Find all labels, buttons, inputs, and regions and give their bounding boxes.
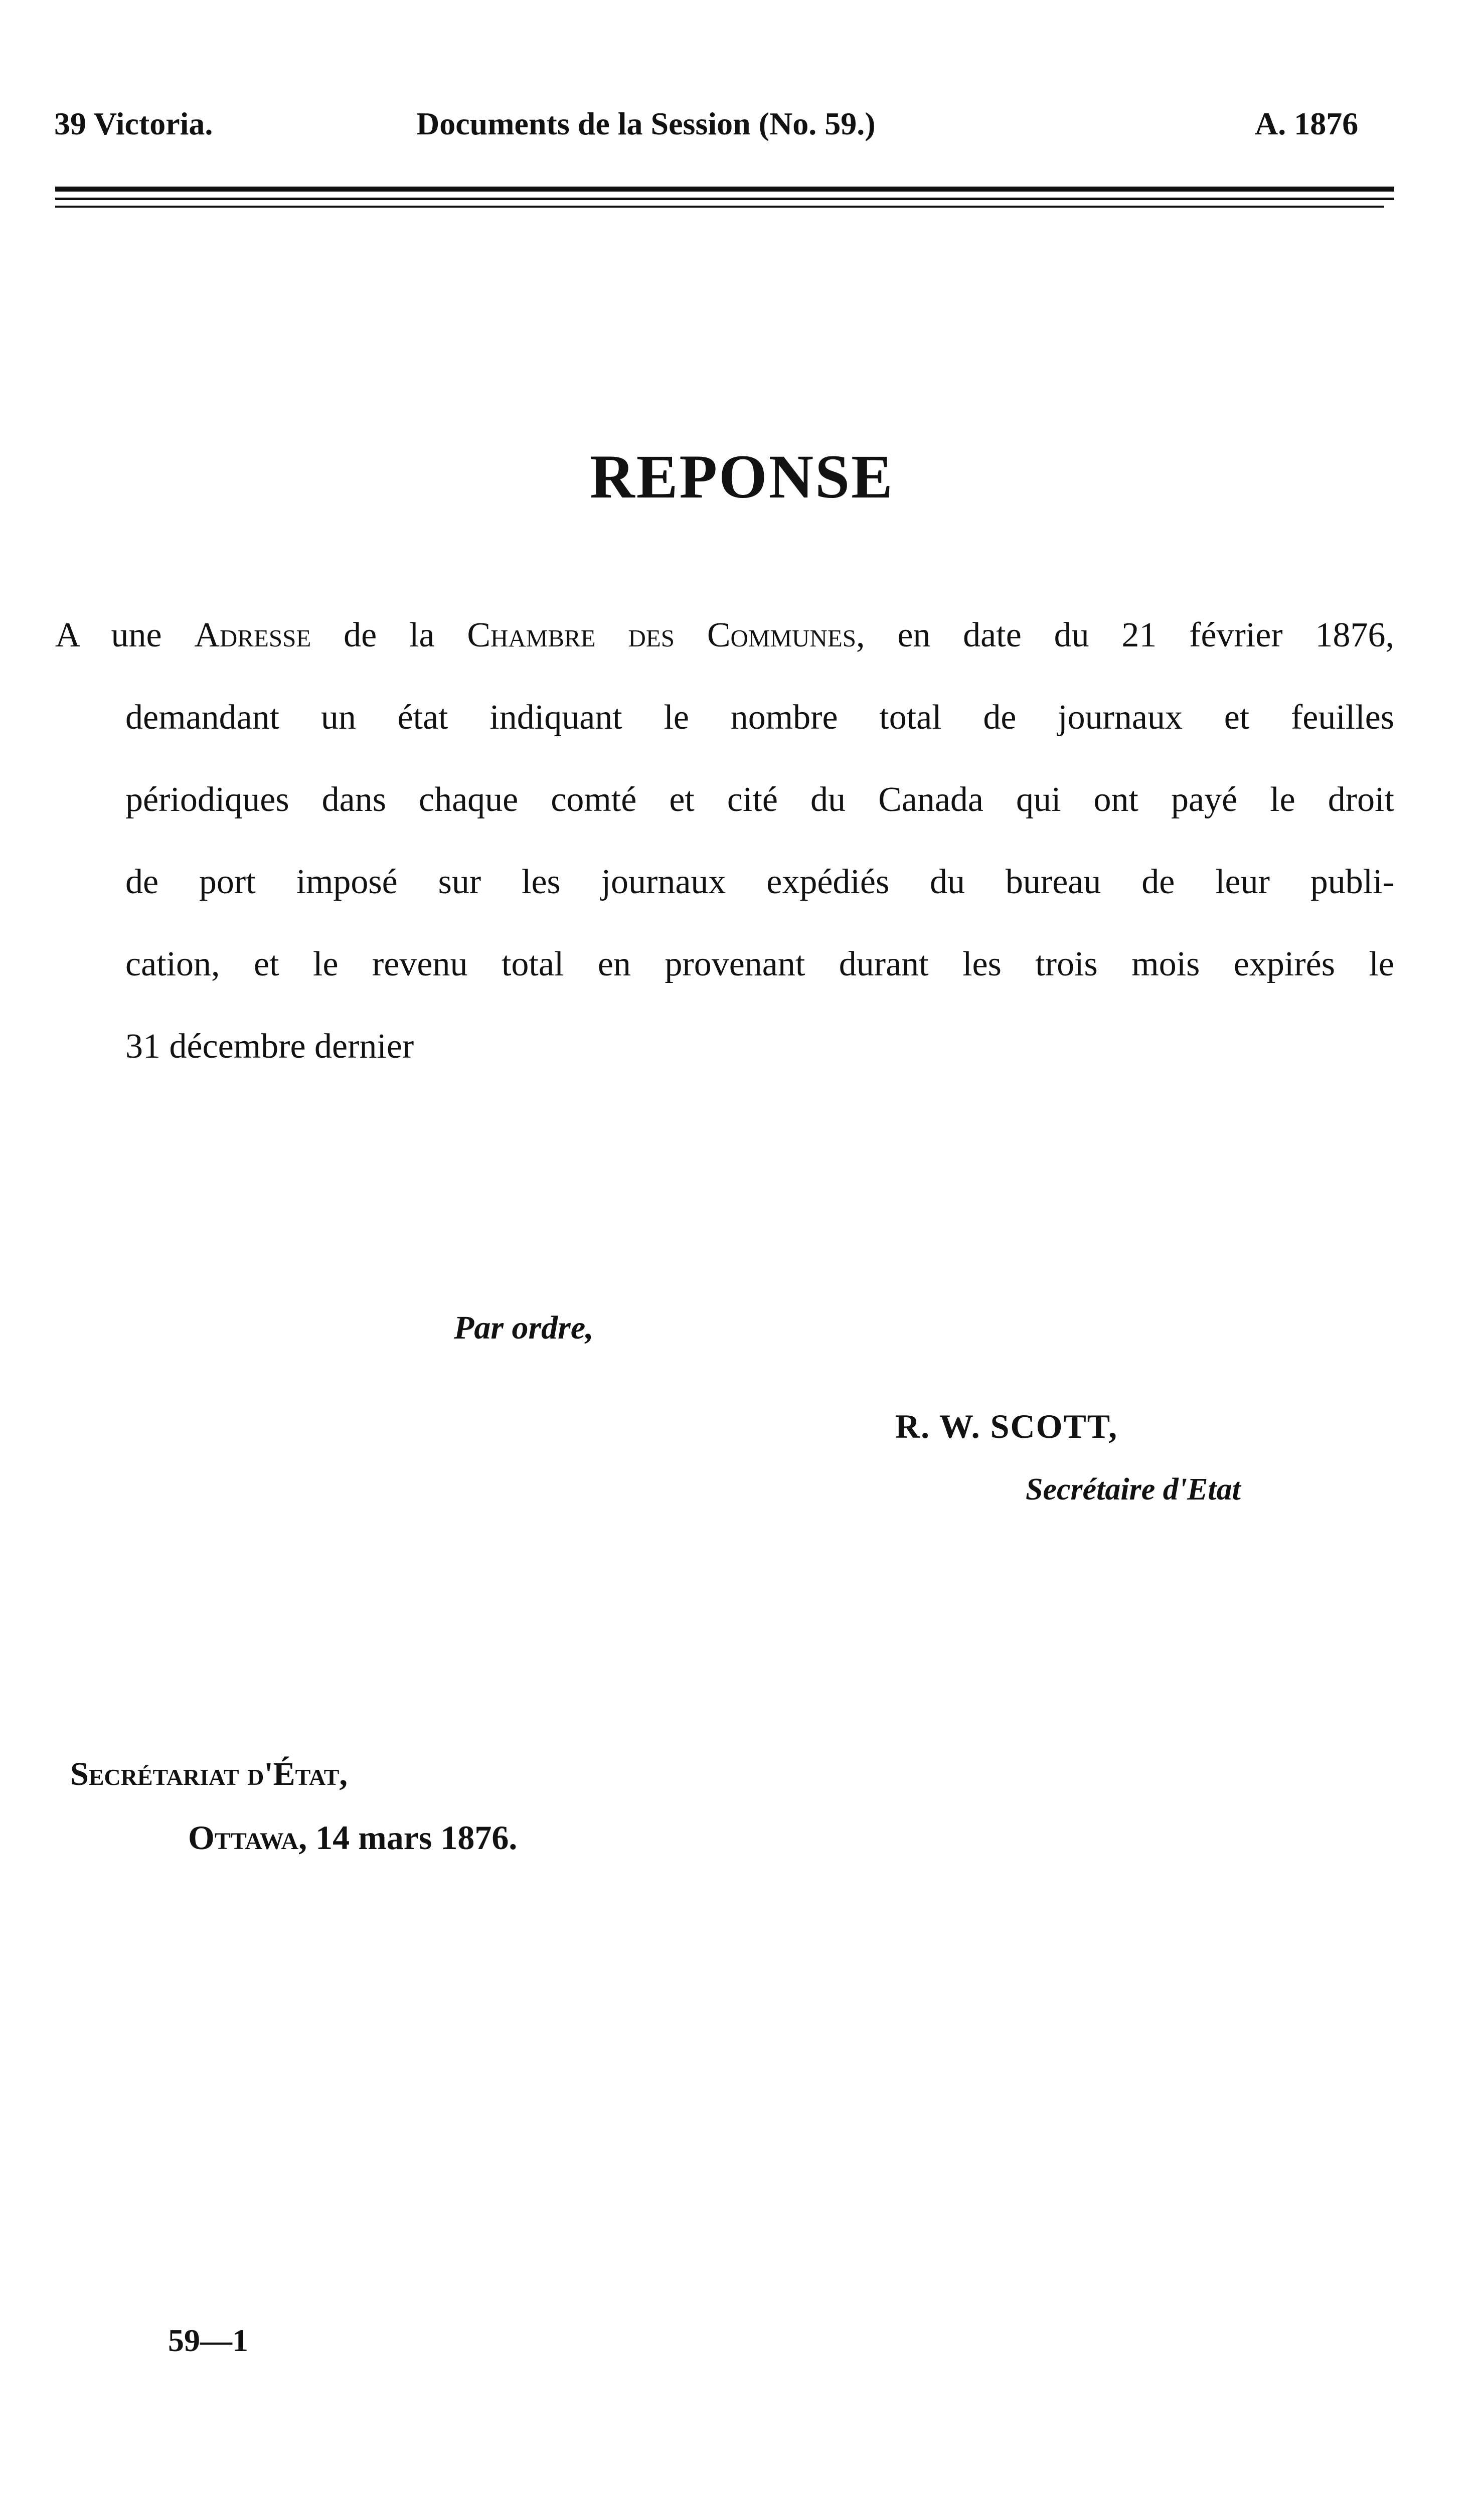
issuing-office: Secrétariat d'État, <box>70 1756 348 1792</box>
body-line-2: demandant un état indiquant le nombre total de journaux et feuilles <box>125 698 1394 737</box>
header-year-left: 39 Victoria. <box>54 106 213 141</box>
body-line-3: périodiques dans chaque comté et cité du Canada qui ont payé le droit <box>125 780 1394 819</box>
header-rule-middle <box>55 198 1394 200</box>
body-line-1-adresse: Adresse <box>194 616 311 654</box>
place-and-date <box>188 1818 517 1858</box>
place-city: Ottawa <box>188 1818 299 1857</box>
signer-title: Secrétaire d'Etat <box>1026 1472 1241 1507</box>
place-date-text: , 14 mars 1876. <box>298 1818 518 1857</box>
body-line-1-c: de la <box>311 616 467 654</box>
header-rule-thin <box>55 206 1384 208</box>
document-title: REPONSE <box>590 442 894 511</box>
body-paragraph <box>55 594 1394 1088</box>
header-session-title: Documents de la Session (No. 59.) <box>416 106 876 141</box>
body-line-1-a: A une <box>55 616 195 654</box>
header-year-right: A. 1876 <box>1255 106 1359 141</box>
body-line-1 <box>55 594 1394 677</box>
body-line-1-chambre: Chambre des Communes <box>467 616 857 654</box>
body-line-1-e: , en date du 21 février 1876, <box>856 616 1394 654</box>
body-line-6: 31 décembre dernier <box>125 1027 414 1066</box>
body-line-5: cation, et le revenu total en provenant durant les trois mois expirés le <box>125 945 1394 983</box>
header-rule-thick <box>55 187 1394 192</box>
body-line-4: de port imposé sur les journaux expédiés du bureau de leur publi- <box>125 863 1394 901</box>
page-signature-mark: 59—1 <box>168 2322 248 2358</box>
by-order-text: Par ordre, <box>454 1309 594 1346</box>
signer-name: R. W. SCOTT, <box>895 1407 1118 1445</box>
